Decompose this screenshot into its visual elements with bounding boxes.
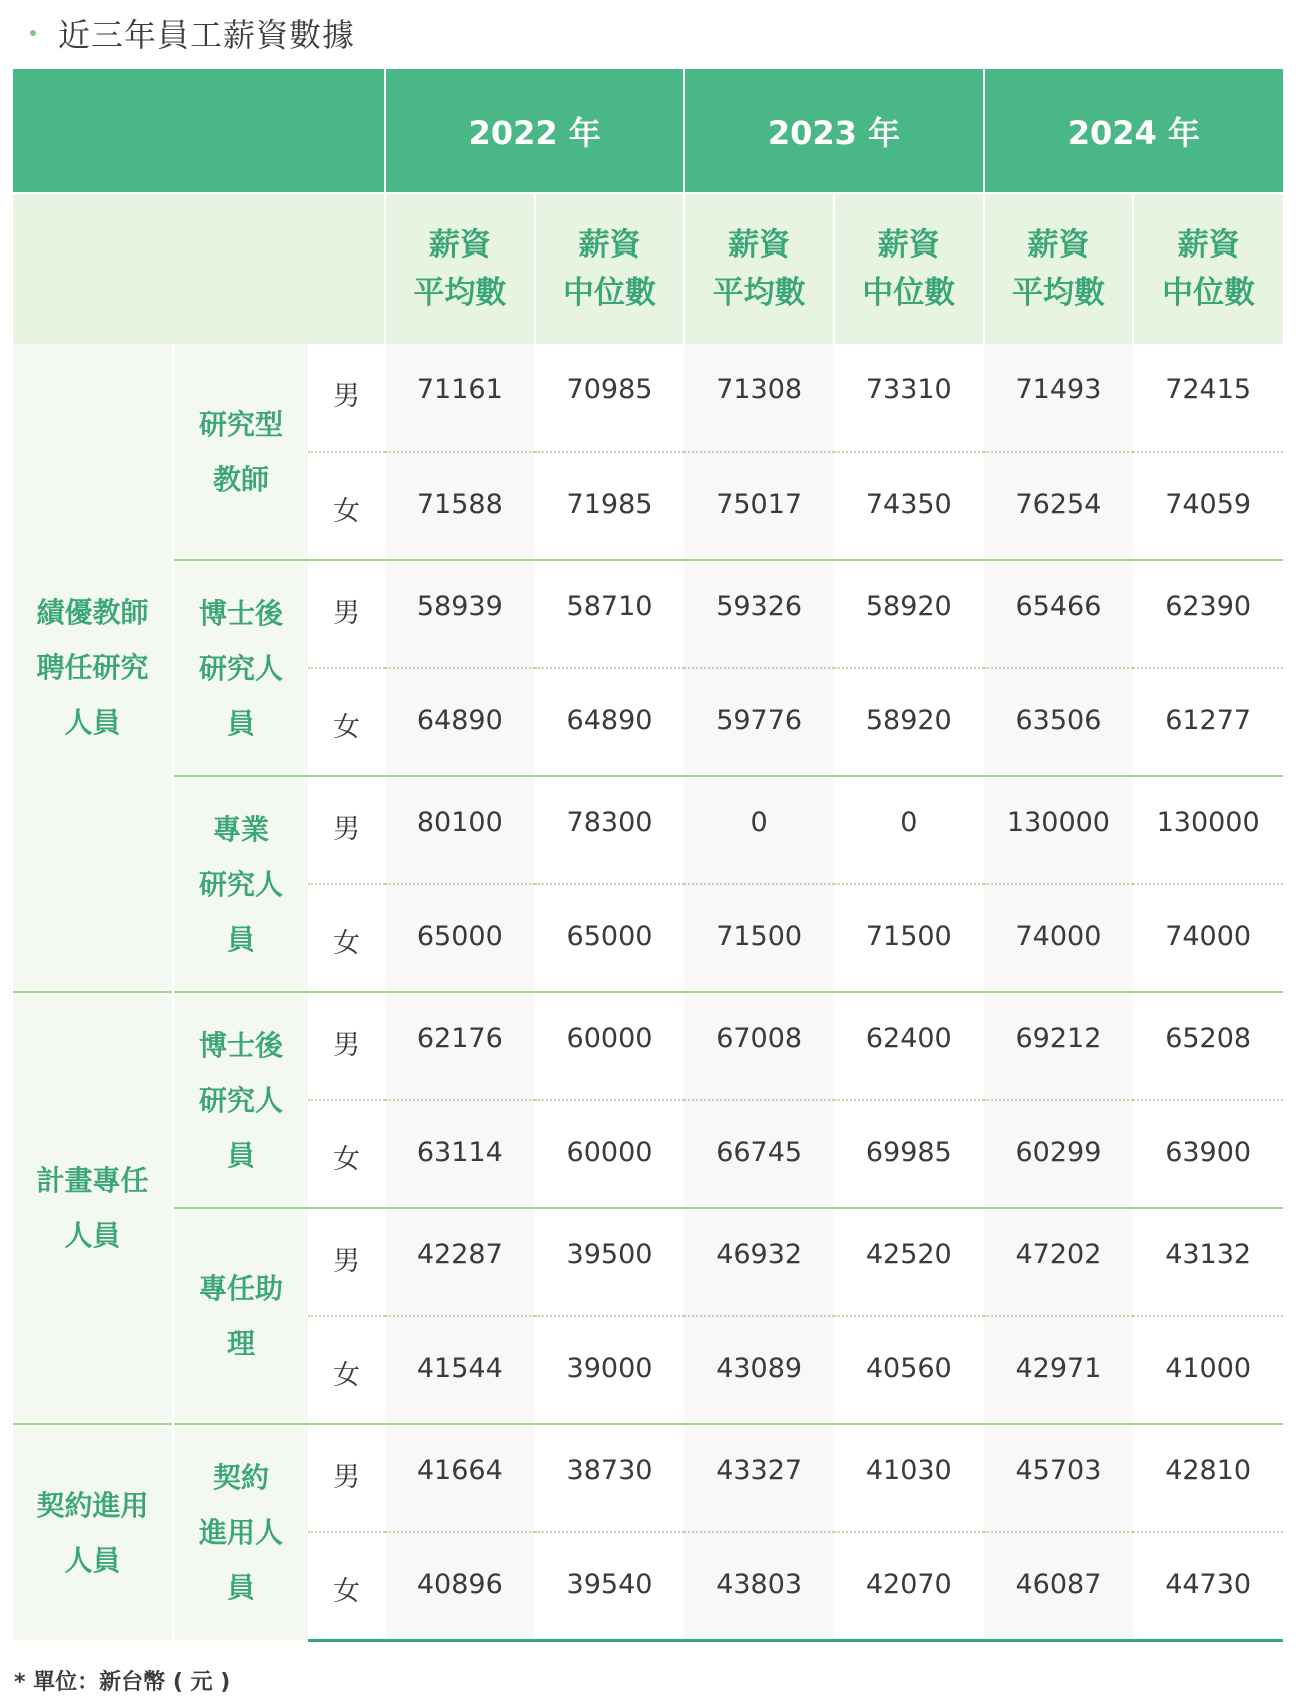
salary-value: 80100 xyxy=(385,776,535,884)
salary-value: 59326 xyxy=(684,560,834,668)
salary-value: 60299 xyxy=(984,1100,1134,1208)
metric-header-row xyxy=(13,193,1283,344)
gender-label: 女 xyxy=(308,884,385,992)
salary-value: 42810 xyxy=(1133,1424,1283,1532)
year-header-2023: 2023 年 xyxy=(684,69,983,193)
salary-value: 69985 xyxy=(834,1100,984,1208)
subcategory-label: 博士後 研究人 員 xyxy=(173,560,308,776)
salary-value: 76254 xyxy=(984,452,1134,560)
salary-value: 44730 xyxy=(1133,1532,1283,1640)
header-median-2024: 薪資 中位數 xyxy=(1133,193,1283,344)
gender-label: 女 xyxy=(308,1316,385,1424)
gender-label: 女 xyxy=(308,1532,385,1640)
salary-value: 75017 xyxy=(684,452,834,560)
salary-value: 41000 xyxy=(1133,1316,1283,1424)
salary-value: 60000 xyxy=(535,992,685,1100)
salary-value: 74350 xyxy=(834,452,984,560)
salary-value: 46932 xyxy=(684,1208,834,1316)
salary-value: 41664 xyxy=(385,1424,535,1532)
salary-value: 71500 xyxy=(684,884,834,992)
gender-label: 男 xyxy=(333,381,360,412)
salary-value: 69212 xyxy=(984,992,1134,1100)
salary-value: 40896 xyxy=(385,1532,535,1640)
year-header-2024: 2024 年 xyxy=(984,69,1283,193)
year-header-row xyxy=(13,69,1283,193)
salary-value: 58710 xyxy=(535,560,685,668)
table-row xyxy=(13,344,1283,452)
salary-value: 43132 xyxy=(1133,1208,1283,1316)
salary-value: 66745 xyxy=(684,1100,834,1208)
header-mean-2022: 薪資 平均數 xyxy=(385,193,535,344)
unit-footnote: * 單位：新台幣 ( 元 ) xyxy=(14,1670,231,1695)
gender-label: 男 xyxy=(308,776,385,884)
salary-value: 67008 xyxy=(684,992,834,1100)
salary-value: 130000 xyxy=(984,776,1134,884)
salary-value: 73310 xyxy=(865,374,952,405)
table-row xyxy=(13,1208,1283,1316)
salary-value: 42520 xyxy=(834,1208,984,1316)
salary-value: 61277 xyxy=(1133,668,1283,776)
salary-value: 58920 xyxy=(834,560,984,668)
salary-value: 65466 xyxy=(984,560,1134,668)
salary-value: 46087 xyxy=(984,1532,1134,1640)
gender-label: 男 xyxy=(308,1208,385,1316)
gender-label: 男 xyxy=(308,560,385,668)
subcategory-label: 專任助 理 xyxy=(173,1208,308,1424)
header-median-2022: 薪資 中位數 xyxy=(535,193,685,344)
header-median-2023: 薪資 中位數 xyxy=(834,193,984,344)
salary-value: 63506 xyxy=(984,668,1134,776)
salary-value: 45703 xyxy=(984,1424,1134,1532)
salary-value: 60000 xyxy=(535,1100,685,1208)
salary-value: 43803 xyxy=(684,1532,834,1640)
salary-value: 58920 xyxy=(834,668,984,776)
salary-value: 71500 xyxy=(834,884,984,992)
gender-label: 女 xyxy=(308,1100,385,1208)
salary-value: 42287 xyxy=(385,1208,535,1316)
group-label: 績優教師 聘任研究 人員 xyxy=(13,344,173,992)
salary-value: 40560 xyxy=(834,1316,984,1424)
salary-value: 70985 xyxy=(566,374,653,405)
subcategory-label: 博士後 研究人 員 xyxy=(173,992,308,1208)
subcategory-label: 專業 研究人 員 xyxy=(173,776,308,992)
salary-value: 42971 xyxy=(984,1316,1134,1424)
salary-value: 58939 xyxy=(385,560,535,668)
gender-label: 男 xyxy=(308,992,385,1100)
header-mean-2024: 薪資 平均數 xyxy=(984,193,1134,344)
salary-value: 78300 xyxy=(535,776,685,884)
subcategory-label: 契約 進用人 員 xyxy=(173,1424,308,1640)
salary-value: 62176 xyxy=(385,992,535,1100)
gender-label: 女 xyxy=(308,668,385,776)
bullet-dot-icon xyxy=(30,30,36,36)
salary-value: 64890 xyxy=(385,668,535,776)
salary-value: 71308 xyxy=(684,344,834,452)
header-mean-2023: 薪資 平均數 xyxy=(684,193,834,344)
group-label: 契約進用 人員 xyxy=(13,1424,173,1640)
salary-value: 63900 xyxy=(1133,1100,1283,1208)
salary-value: 71985 xyxy=(535,452,685,560)
salary-value: 72415 xyxy=(1165,374,1252,405)
salary-value: 39540 xyxy=(535,1532,685,1640)
salary-value: 42070 xyxy=(834,1532,984,1640)
salary-value: 74059 xyxy=(1133,452,1283,560)
group-label: 計畫專任 人員 xyxy=(13,992,173,1424)
subheader-blank xyxy=(13,193,385,344)
salary-value: 65208 xyxy=(1133,992,1283,1100)
salary-value: 74000 xyxy=(1133,884,1283,992)
salary-value: 62390 xyxy=(1133,560,1283,668)
salary-value: 64890 xyxy=(535,668,685,776)
salary-value: 43089 xyxy=(684,1316,834,1424)
salary-value: 38730 xyxy=(535,1424,685,1532)
gender-label: 男 xyxy=(308,1424,385,1532)
subcategory-label: 研究型 教師 xyxy=(173,344,308,560)
salary-value: 41544 xyxy=(385,1316,535,1424)
salary-value: 71588 xyxy=(385,452,535,560)
table-row xyxy=(13,1424,1283,1532)
salary-value: 41030 xyxy=(834,1424,984,1532)
table-row xyxy=(13,776,1283,884)
section-title xyxy=(24,10,355,56)
salary-value: 43327 xyxy=(684,1424,834,1532)
salary-value: 65000 xyxy=(385,884,535,992)
section-title-text: 近三年員工薪資數據 xyxy=(58,16,356,54)
table-row xyxy=(13,560,1283,668)
salary-value: 0 xyxy=(684,776,834,884)
salary-value: 59776 xyxy=(684,668,834,776)
salary-value: 71161 xyxy=(385,344,535,452)
salary-table xyxy=(13,69,1283,1642)
salary-value: 130000 xyxy=(1133,776,1283,884)
year-header-2022: 2022 年 xyxy=(385,69,684,193)
salary-value: 71493 xyxy=(984,344,1134,452)
salary-value: 0 xyxy=(834,776,984,884)
salary-value: 62400 xyxy=(834,992,984,1100)
salary-value: 47202 xyxy=(984,1208,1134,1316)
salary-value: 74000 xyxy=(984,884,1134,992)
table-row xyxy=(13,992,1283,1100)
salary-value: 39000 xyxy=(535,1316,685,1424)
header-blank xyxy=(13,69,385,193)
salary-value: 65000 xyxy=(535,884,685,992)
salary-value: 63114 xyxy=(385,1100,535,1208)
salary-value: 39500 xyxy=(535,1208,685,1316)
gender-label: 女 xyxy=(308,452,385,560)
